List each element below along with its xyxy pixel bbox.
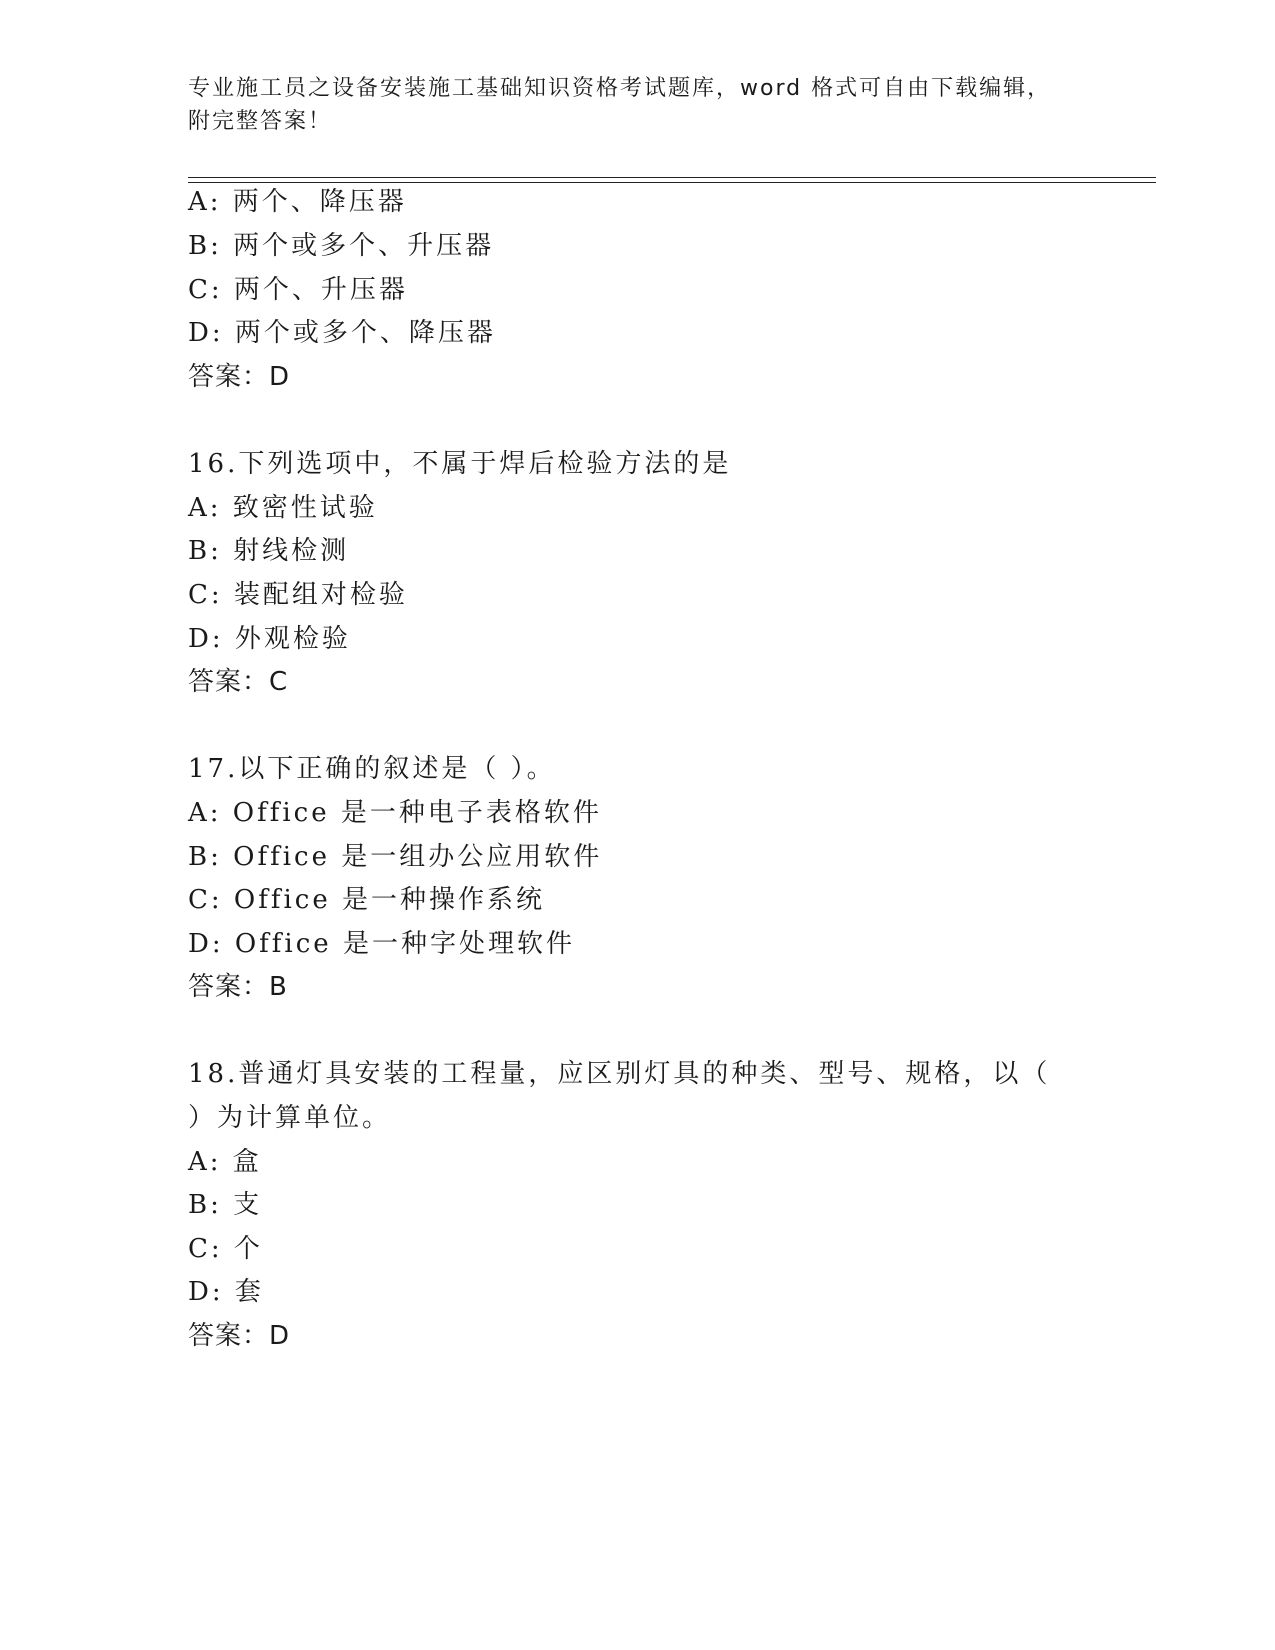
q17-option-b: B: Office 是一组办公应用软件 (188, 842, 603, 872)
q17-option-a: A: Office 是一种电子表格软件 (188, 798, 602, 828)
q16-option-c: C: 装配组对检验 (188, 580, 408, 610)
q15-option-a: A: 两个、降压器 (188, 187, 407, 217)
q15-option-d: D: 两个或多个、降压器 (188, 318, 496, 348)
document-header (188, 72, 1068, 138)
q16-option-b: B: 射线检测 (188, 536, 350, 566)
header-divider (188, 177, 1156, 183)
q16-option-d: D: 外观检验 (188, 624, 351, 654)
q15-answer: 答案：D (188, 362, 291, 392)
q17-option-c: C: Office 是一种操作系统 (188, 885, 546, 915)
q18-title-line-1: 18.普通灯具安装的工程量，应区别灯具的种类、型号、规格，以（ (188, 1059, 1051, 1089)
q17-answer: 答案：B (188, 972, 288, 1002)
q17-title: 17.以下正确的叙述是（ ）。 (188, 754, 556, 784)
q18-option-d: D: 套 (188, 1277, 264, 1307)
q15-option-b: B: 两个或多个、升压器 (188, 231, 495, 261)
q16-option-a: A: 致密性试验 (188, 493, 378, 523)
q18-option-a: A: 盒 (188, 1147, 262, 1177)
q18-option-c: C: 个 (188, 1234, 263, 1264)
q18-title-line-2: ）为计算单位。 (188, 1103, 392, 1133)
q17-option-d: D: Office 是一种字处理软件 (188, 929, 575, 959)
header-line-1: 专业施工员之设备安装施工基础知识资格考试题库，word 格式可自由下载编辑， (188, 76, 1052, 101)
q18-option-b: B: 支 (188, 1190, 263, 1220)
q16-answer: 答案：C (188, 667, 289, 697)
header-line-2: 附完整答案！ (188, 109, 333, 134)
q15-option-c: C: 两个、升压器 (188, 275, 408, 305)
q18-answer: 答案：D (188, 1321, 291, 1351)
q16-title: 16.下列选项中，不属于焊后检验方法的是 (188, 449, 732, 479)
